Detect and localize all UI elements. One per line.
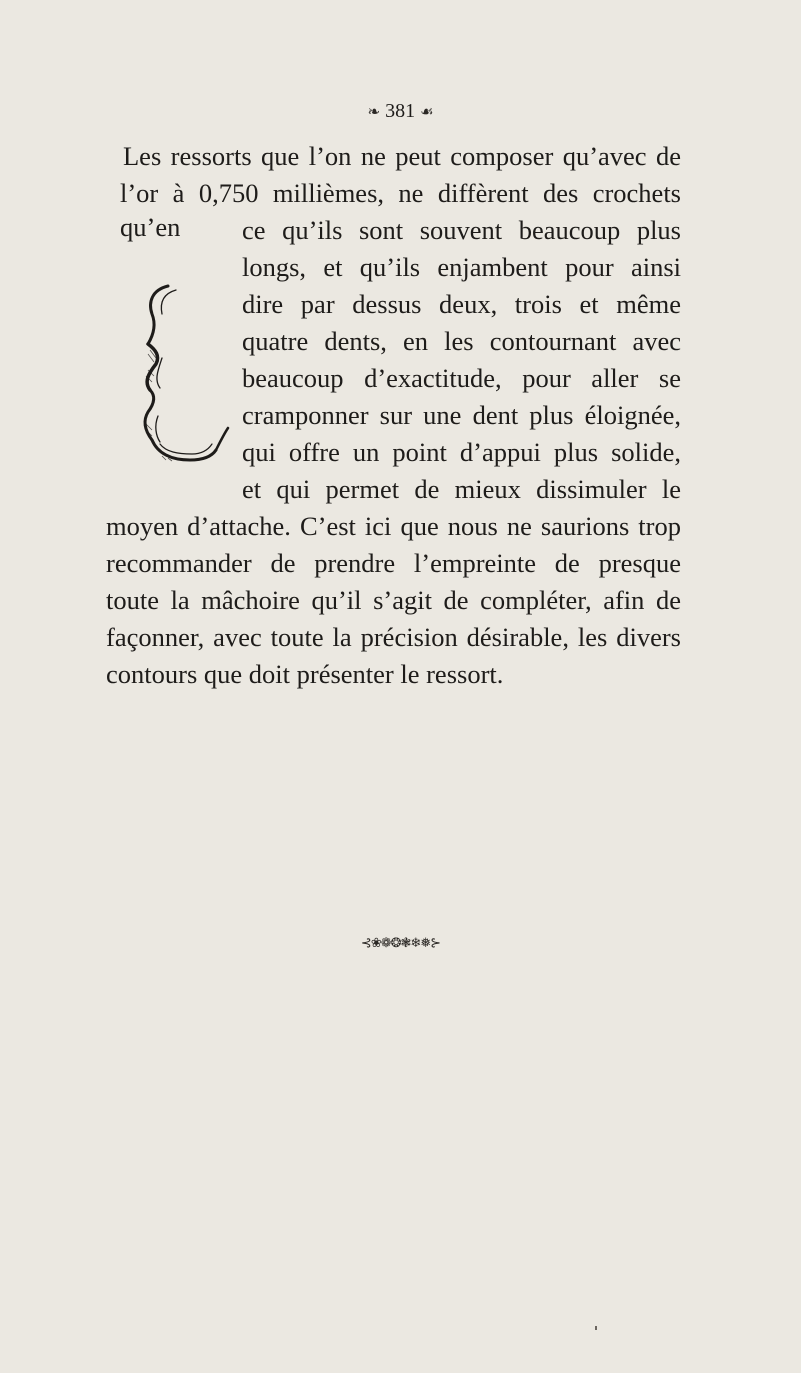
text-line-12: recommander de prendre l’empreinte de presque [106, 548, 681, 578]
text-line-7: beaucoup d’exactitude, pour aller se [242, 363, 681, 393]
text-line-3: ce qu’ils sont souvent beaucoup plus [242, 215, 681, 245]
text-line-15: contours que doit présenter le ressort. [106, 659, 504, 689]
text-line-13: toute la mâchoire qu’il s’agit de compléter, afin de [106, 585, 681, 615]
text-line-2: l’or à 0,750 millièmes, ne diffèrent des crochets qu’en [120, 178, 681, 242]
text-line-14: façonner, avec toute la précision désirable, les divers [106, 622, 681, 652]
header-ornament-right-icon: ☙ [420, 104, 434, 121]
spring-clasp-figure [138, 284, 230, 464]
text-line-9: qui offre un point d’appui plus solide, [242, 437, 681, 467]
page-header [0, 99, 801, 124]
text-line-11: moyen d’attache. C’est ici que nous ne saurions trop [106, 511, 681, 541]
text-line-6: quatre dents, en les contournant avec [242, 326, 681, 356]
text-line-4: longs, et qu’ils enjambent pour ainsi [242, 252, 681, 282]
text-line-8: cramponner sur une dent plus éloignée, [242, 400, 681, 430]
text-line-5: dire par dessus deux, trois et même [242, 289, 681, 319]
paper-speck [595, 1326, 597, 1330]
text-line-1: Les ressorts que l’on ne peut composer qu’avec de [123, 141, 681, 171]
page-number: 381 [385, 100, 416, 122]
end-ornament-icon: ⊰❀❁❂❃❄❅⊱ [360, 935, 441, 950]
text-line-10: et qui permet de mieux dissimuler le [242, 474, 681, 504]
header-ornament-left-icon: ❧ [367, 104, 381, 121]
